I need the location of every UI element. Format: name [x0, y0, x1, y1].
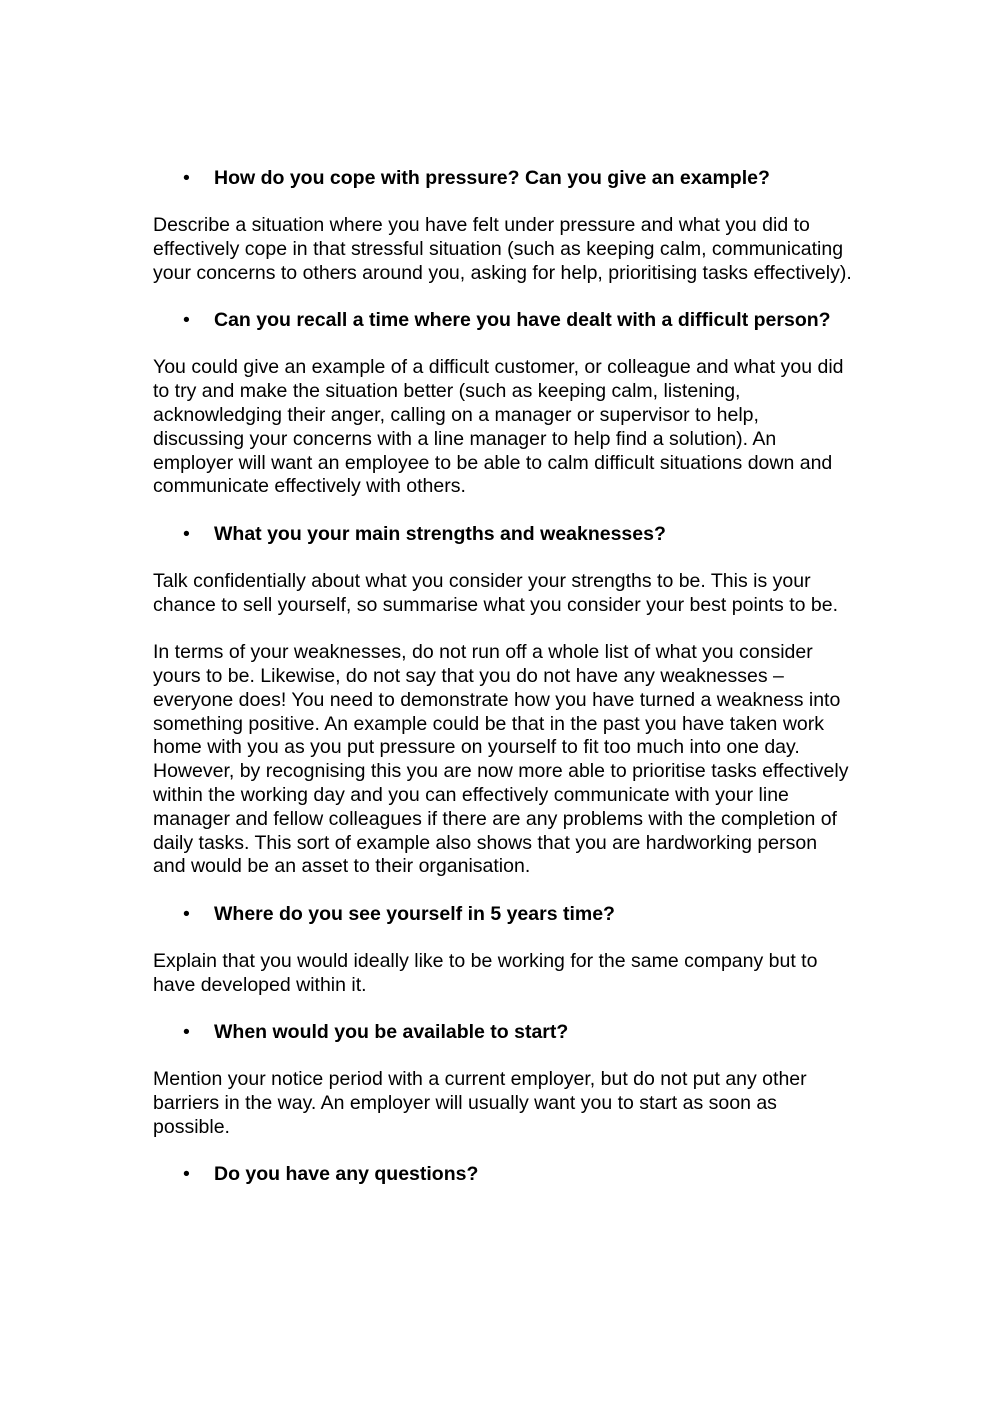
question-text: How do you cope with pressure? Can you give an example? — [214, 167, 770, 189]
question-heading — [153, 1163, 853, 1187]
answer-paragraph: Describe a situation where you have felt under pressure and what you did to effectively cope in that stressful situation (such as keeping calm, communicating your concerns to others around you, asking for help, prioritising tasks effectively). — [153, 214, 852, 284]
question-text: What you your main strengths and weaknesses? — [214, 522, 666, 545]
question-text: Can you recall a time where you have dealt with a difficult person? — [214, 309, 831, 332]
bullet-icon: • — [183, 309, 190, 332]
answer-paragraph: In terms of your weaknesses, do not run off a whole list of what you consider yours to be. Likewise, do not say that you do not have any weaknesses – everyone does! You need to demonstrate how you have turned a weakness into something positive. An example could be that in the past you have taken work home with you as you put pressure on yourself to fit too much into one day. However, by recognising this you are now more able to prioritise tasks effectively within the working day and you can effectively communicate with your line manager and fellow colleagues if there are any problems with the completion of daily tasks. This sort of example also shows that you are hardworking person and would be an asset to their organisation. — [153, 641, 849, 878]
document-page — [153, 167, 853, 1187]
question-text: When would you be available to start? — [214, 1021, 569, 1044]
answer-paragraph: Talk confidentially about what you consider your strengths to be. This is your chance to sell yourself, so summarise what you consider your best points to be. — [153, 570, 839, 616]
bullet-icon: • — [183, 167, 190, 189]
question-heading — [153, 309, 853, 333]
question-text: Where do you see yourself in 5 years time? — [214, 902, 615, 925]
answer-paragraph: You could give an example of a difficult customer, or colleague and what you did to try and make the situation better (such as keeping calm, listening, acknowledging their anger, calling on a manager or supervisor to help, discussing your concerns with a line manager to help find a solution). An employer will want an employee to be able to calm difficult situations down and communicate effectively with others. — [153, 356, 844, 498]
bullet-icon: • — [183, 1021, 190, 1044]
question-text: Do you have any questions? — [214, 1163, 479, 1186]
bullet-icon: • — [183, 1163, 190, 1186]
answer-paragraph: Explain that you would ideally like to be working for the same company but to have developed within it. — [153, 949, 818, 996]
bullet-icon: • — [183, 902, 190, 925]
bullet-icon: • — [183, 522, 190, 545]
answer-paragraph: Mention your notice period with a current employer, but do not put any other barriers in the way. An employer will usually want you to start as soon as possible. — [153, 1068, 807, 1138]
question-heading — [153, 167, 853, 191]
question-heading — [153, 1021, 853, 1045]
question-heading — [153, 523, 853, 547]
question-heading — [153, 903, 853, 927]
